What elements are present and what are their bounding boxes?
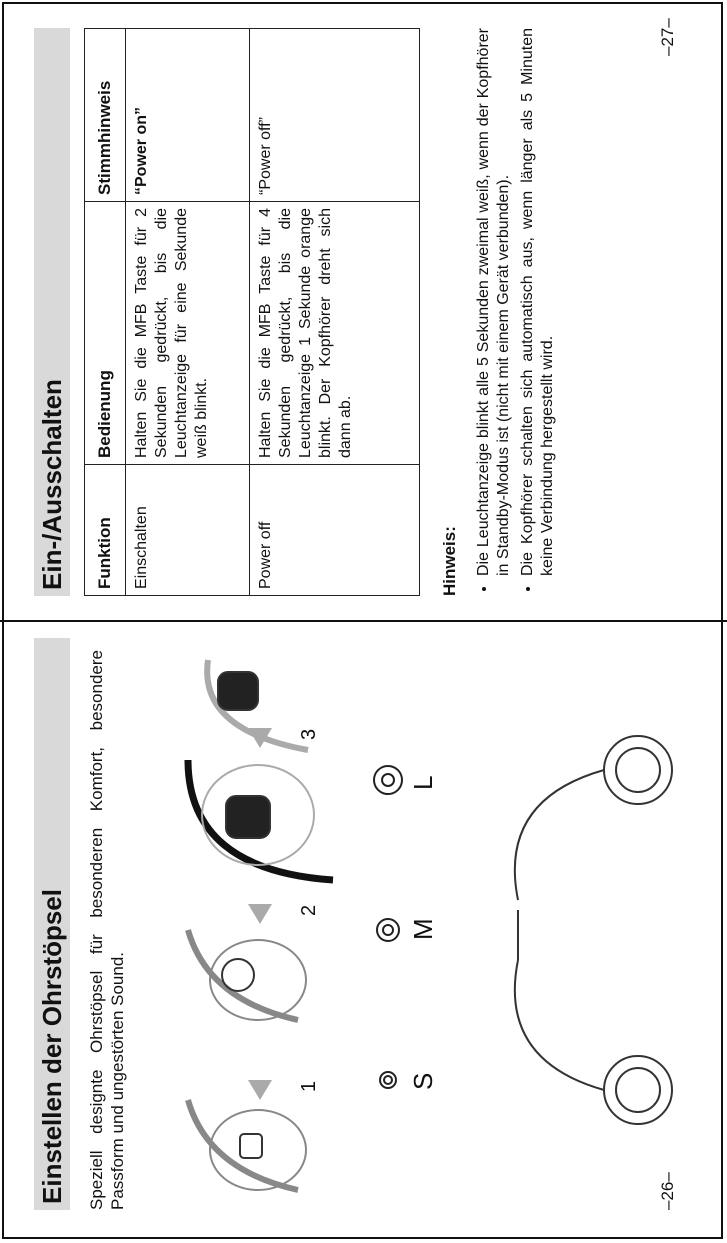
- headset-illustration: [478, 650, 678, 1210]
- table-cell: Halten Sie die MFB Taste für 2 Sekunden gedrückt, bis die Leuchtanzeige für eine Sekunde weiß blinkt.: [126, 202, 250, 465]
- left-page-title: Einstellen der Ohrstöpsel: [34, 638, 70, 1210]
- left-page-number: –26–: [658, 1172, 677, 1210]
- right-page-number: –27–: [658, 18, 677, 56]
- table-cell: Power off: [250, 465, 420, 596]
- table-row: [126, 29, 250, 596]
- right-page-title: Ein-/Ausschalten: [34, 28, 70, 596]
- list-item: • Die Kopfhörer schalten sich automatisch aus, wenn länger als 5 Minuten keine Verbindung hergestellt wird.: [518, 28, 558, 576]
- size-label-l: L: [408, 775, 438, 790]
- table-header-function: Funktion: [85, 465, 126, 596]
- step-label-2: 2: [298, 904, 320, 916]
- note-list: [474, 28, 562, 596]
- note-title: Hinweis:: [440, 526, 459, 596]
- ear-tip-size-icons: [368, 650, 408, 1210]
- step-label-3: 3: [298, 728, 320, 740]
- list-item: • Die Leuchtanzeige blinkt alle 5 Sekunden zweimal weiß, wenn der Kopfhörer in Standby-Modus ist (nicht mit einem Gerät verbunden).: [474, 28, 514, 576]
- right-page: [8, 0, 698, 596]
- table-cell: “Power off”: [250, 29, 420, 202]
- table-cell: Halten Sie die MFB Taste für 4 Sekunden gedrückt, bis die Leuchtanzeige 1 Sekunde orange blinkt. Der Kopfhörer dreht sich dann ab.: [250, 202, 420, 465]
- table-row: [250, 29, 420, 596]
- table-header-voice-prompt: Stimmhinweis: [85, 29, 126, 202]
- table-header-operation: Bedienung: [85, 202, 126, 465]
- table-cell: “Power on”: [126, 29, 250, 202]
- table-header-row: [85, 29, 126, 596]
- size-label-m: M: [408, 918, 438, 940]
- table-cell: Einschalten: [126, 465, 250, 596]
- power-table: [84, 28, 420, 596]
- step-label-1: 1: [298, 1080, 320, 1092]
- size-label-s: S: [408, 1072, 438, 1090]
- left-page-intro: Speziell designte Ohrstöpsel für besonderen Komfort, besondere Passform und ungestörten Sound.: [87, 650, 127, 1210]
